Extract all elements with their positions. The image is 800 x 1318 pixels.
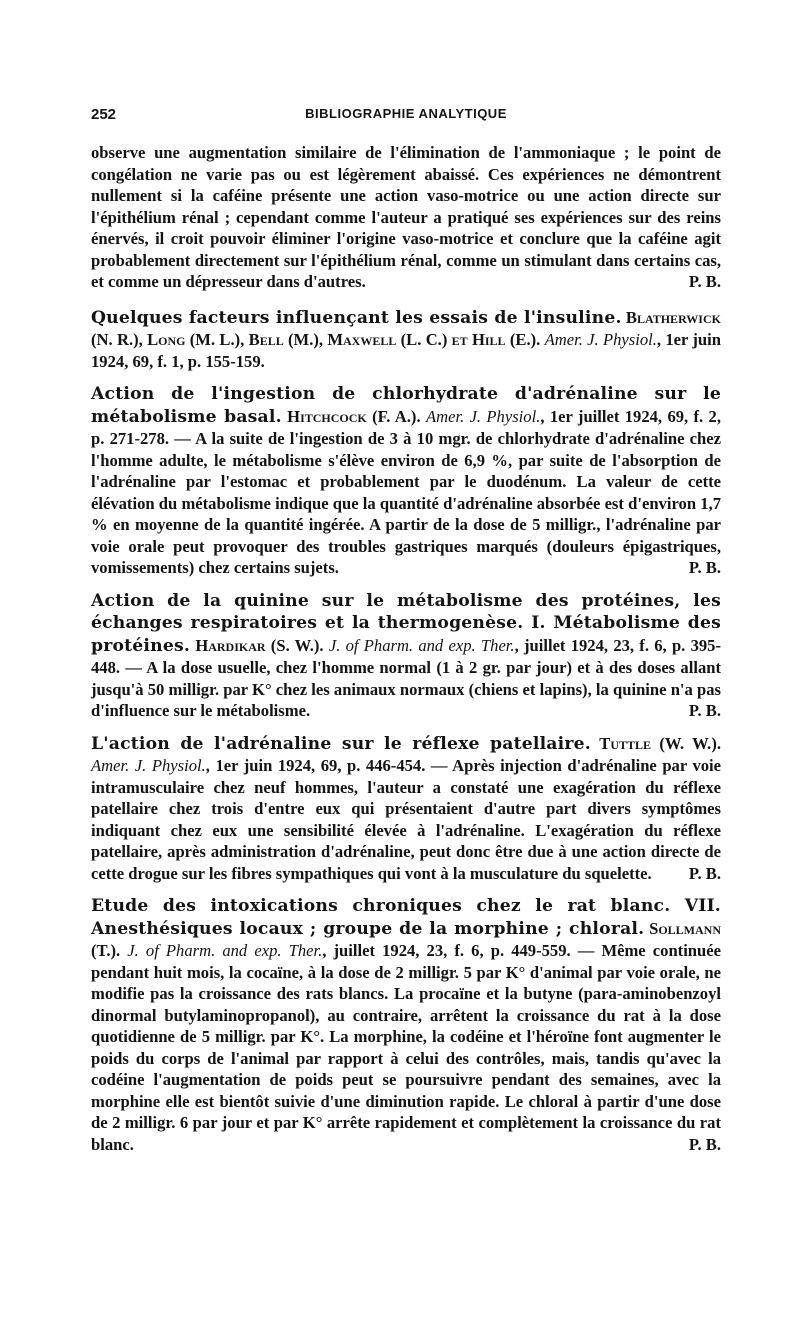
entry-journal: Amer. J. Physiol. xyxy=(91,756,206,775)
entry-authors: Hitchcock (F. A.). xyxy=(287,406,421,426)
entry-title: Action de l'ingestion de chlorhydrate d'adrénaline sur le métabolisme basal. xyxy=(91,384,721,427)
entry-journal: J. of Pharm. and exp. Ther. xyxy=(328,635,515,655)
entry-date: , 1er juillet 1924, xyxy=(540,406,668,426)
entry-journal: Amer. J. Physiol. xyxy=(425,406,541,426)
entry-journal: J. of Pharm. and exp. Ther. xyxy=(127,941,323,960)
page-number: 252 xyxy=(91,106,117,123)
signature: P. B. xyxy=(688,1134,721,1154)
entry-title: L'action de l'adrénaline sur le réflexe patellaire. xyxy=(91,733,591,754)
entry-volume: 69 xyxy=(320,756,338,775)
continuation-text: observe une augmentation similaire de l'élimination de l'ammoniaque ; le point de congélation ne varie pas ou est légèrement abaissé. Ces expériences ne démontrent nullement si la caféine présente une action vaso-motrice ou une action directe sur l'épithélium rénal ; cependant comme l'auteur a pratiqué ses expériences sur des reins énervés, il croit pouvoir éliminer l'origine vaso-motrice et conclure que la caféine agit probablement directement sur l'épithélium rénal, comme un stimulant dans certains cas, et comme un dépresseur dans d'autres. xyxy=(91,143,721,291)
entry-abstract: — Après injection d'adrénaline par voie intramusculaire chez neuf hommes, l'auteur a constaté une exagération du réflexe patellaire chez trois d'entre eux qui présentaient d'autre part divers symptômes indiquant chez eux une sensibilité élevée à l'adrénaline. L'exagération du réflexe patellaire, après administration d'adrénaline, peut donc être due à une action directe de cette drogue sur les fibres sympathiques qui vont à la musculature du squelette. xyxy=(91,756,722,883)
signature: P. B. xyxy=(688,272,721,291)
entry-date: , 1er juin 1924, xyxy=(91,330,721,371)
bibliography-entry xyxy=(91,383,721,579)
entry-authors: Tuttle (W. W.). xyxy=(599,733,721,753)
page-header xyxy=(91,106,721,126)
entry-pages: , f. 2, p. 271-278. xyxy=(91,406,721,448)
running-title: BIBLIOGRAPHIE ANALYTIQUE xyxy=(305,106,507,121)
entry-abstract: — A la dose usuelle, chez l'homme normal (1 à 2 gr. par jour) et à des doses allant jusqu'à 50 milligr. par K° chez les animaux normaux (chiens et lapins), la quinine n'a pas d'influence sur le métabolisme. xyxy=(91,658,721,720)
bibliography-entry xyxy=(91,590,721,722)
entry-abstract: — A la suite de l'ingestion de 3 à 10 mgr. de chlorhydrate d'adrénaline chez l'homme adulte, le métabolisme s'élève environ de 6,9 %, par suite de l'absorption de l'adrénaline par l'estomac et probablement par le duodénum. La valeur de cette élévation du métabolisme indique que la quantité d'adrénaline absorbée est d'environ 1,7 % en moyenne de la quantité ingérée. A partir de la dose de 5 milligr., l'adrénaline par voie orale peut provoquer des troubles gastriques marqués (douleurs épigastriques, vomissements) chez certains sujets. xyxy=(91,429,721,577)
entry-date: , 1er juin 1924, xyxy=(205,756,321,775)
entry-volume: 69 xyxy=(132,351,150,371)
signature: P. B. xyxy=(688,701,721,720)
continuation-paragraph xyxy=(91,142,721,293)
page-body xyxy=(91,142,721,1166)
signature: P. B. xyxy=(688,863,721,883)
entry-title: Quelques facteurs influençant les essais de l'insuline. xyxy=(91,307,622,328)
entry-volume: 23 xyxy=(426,941,444,960)
entry-pages: , f. 6, p. 449-559. xyxy=(443,941,571,960)
entry-volume: 23 xyxy=(613,635,630,655)
entry-authors: Hardikar (S. W.). xyxy=(195,635,324,655)
entry-pages: , p. 446-454. xyxy=(337,756,426,775)
bibliography-entry xyxy=(91,733,721,885)
entry-pages: , f. 6, p. 395-448. xyxy=(91,635,721,677)
entry-title: Etude des intoxications chroniques chez le rat blanc. VII. Anesthésiques locaux ; groupe de la morphine ; chloral. xyxy=(91,896,721,939)
bibliography-entry xyxy=(91,307,721,373)
entry-authors: Sollmann (T.). xyxy=(91,918,721,960)
bibliography-entry xyxy=(91,895,721,1155)
entry-date: , juillet 1924, xyxy=(514,635,614,655)
entry-date: , juillet 1924, xyxy=(322,941,427,960)
entry-journal: Amer. J. Physiol. xyxy=(544,330,657,349)
signature: P. B. xyxy=(688,558,721,577)
entry-pages: , f. 1, p. 155-159. xyxy=(149,351,265,371)
entry-authors: Blatherwick (N. R.), Long (M. L.), Bell (M.), Maxwell (L. C.) et Hill (E.). xyxy=(91,307,721,349)
entry-title: Action de la quinine sur le métabolisme des protéines, les échanges respiratoires et la thermogenèse. I. Métabolisme des protéines. xyxy=(91,590,721,656)
entry-volume: 69 xyxy=(667,406,685,426)
entry-abstract: — Même continuée pendant huit mois, la cocaïne, à la dose de 2 milligr. 5 par K° d'animal par voie orale, ne modifie pas la croissance des rats blancs. La procaïne et la butyne (para-aminobenzoyl dinormal butylaminopropanol), au contraire, arrêtent la croissance du rat à la dose quotidienne de 5 milligr. par K°. La morphine, la codéine et l'héroïne font augmenter le poids du corps de l'animal par rapport à celui des contrôles, mais, tandis qu'avec la codéine l'augmentation de poids peut se poursuivre pendant des semaines, avec la morphine elle est bientôt suivie d'une diminution rapide. Le chloral à partir d'une dose de 2 milligr. 6 par jour et par K° arrête rapidement et complètement la croissance du rat blanc. xyxy=(91,941,721,1154)
